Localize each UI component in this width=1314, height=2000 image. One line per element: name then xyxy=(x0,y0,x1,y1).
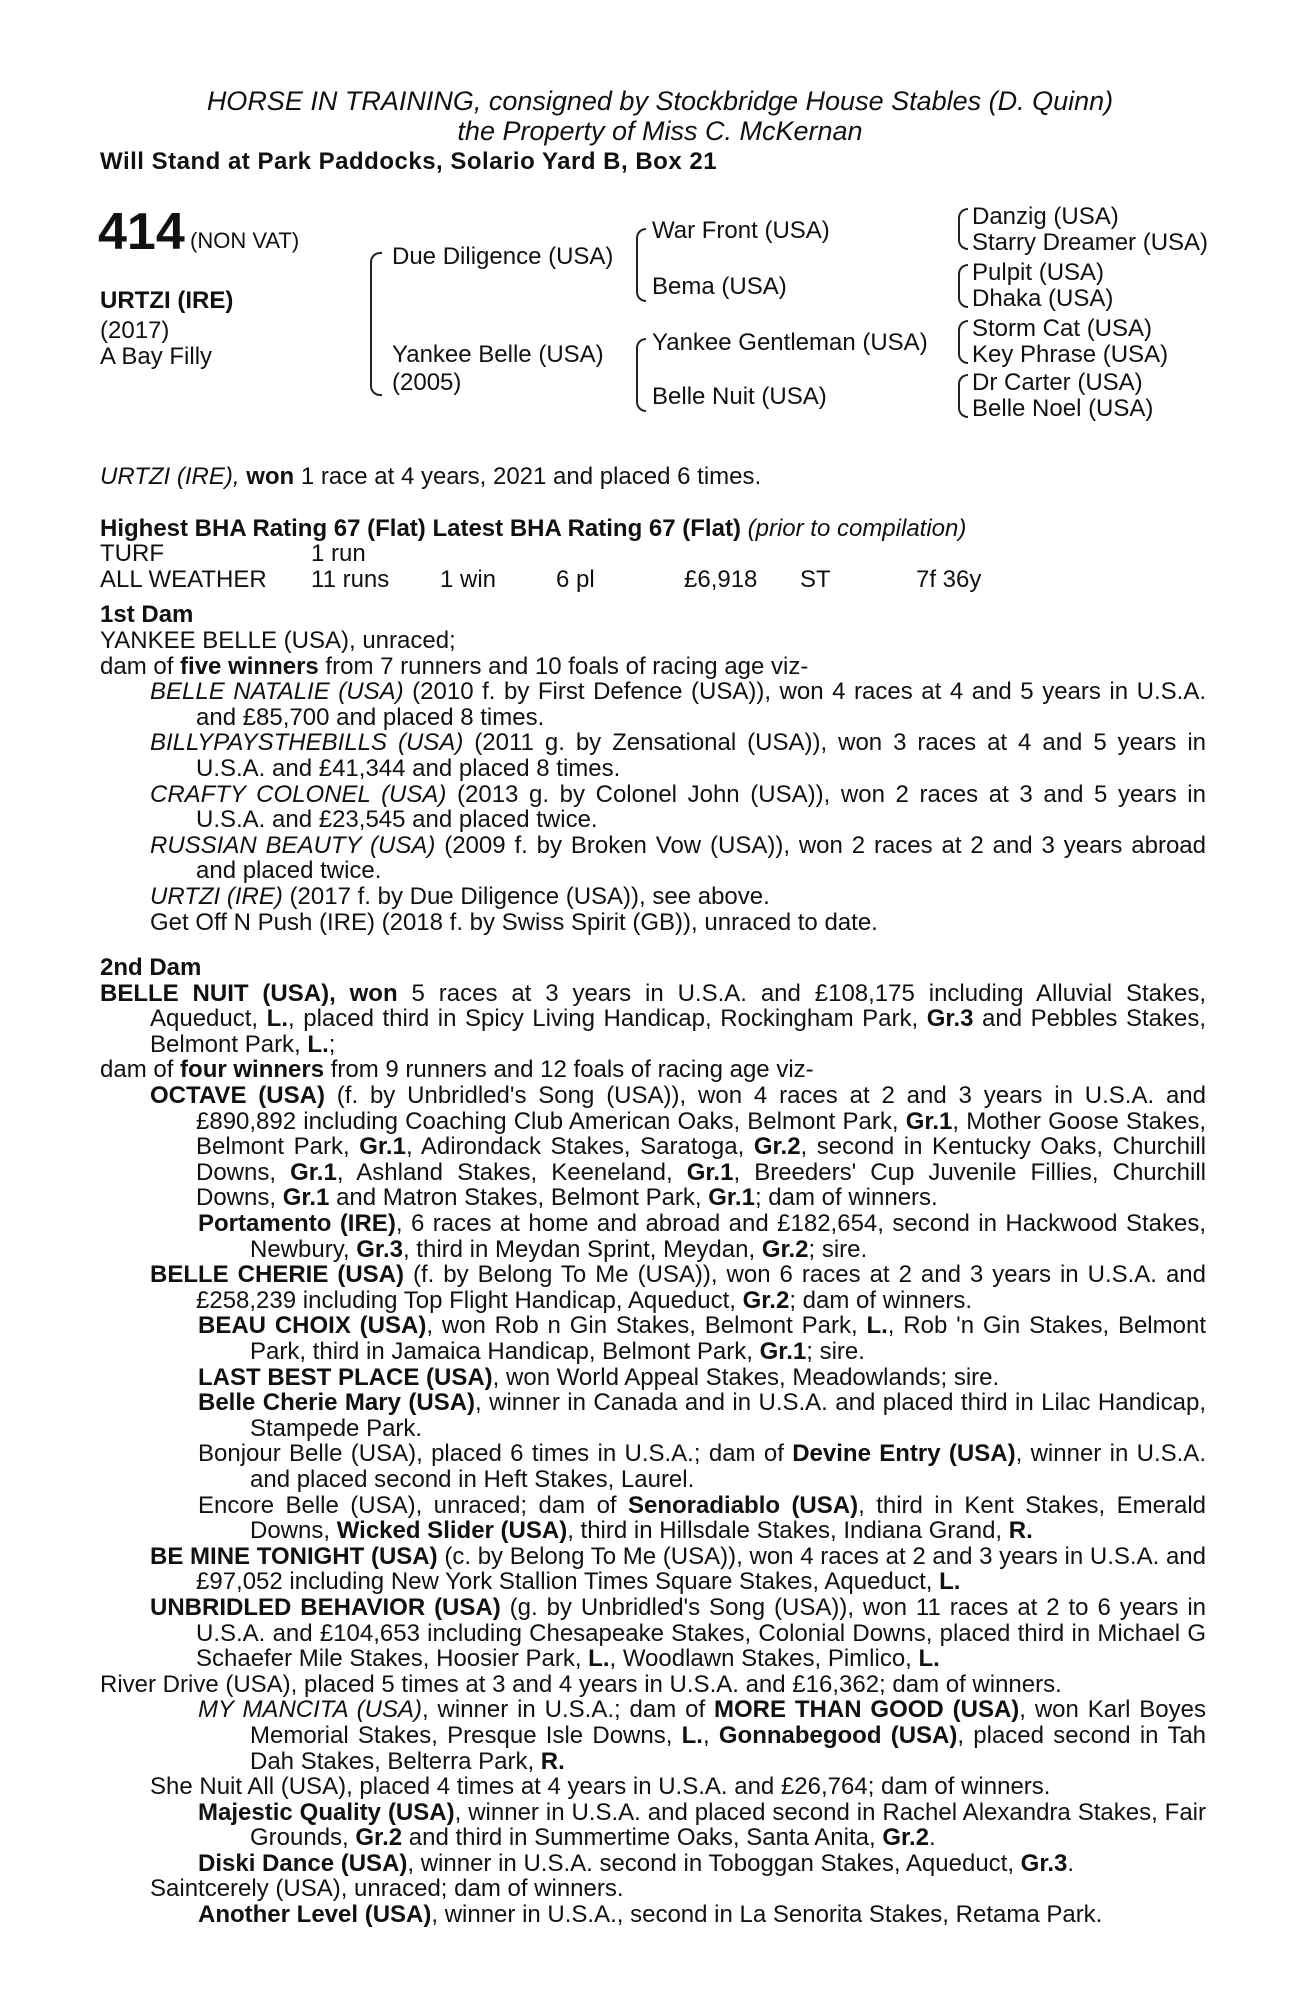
grandproduce-entry: Portamento (IRE), 6 races at home and abroad and £182,654, second in Hackwood Stakes, Newbury, Gr.3, third in Meydan Sprint, Meydan, Gr.2; sire. xyxy=(198,1210,1206,1263)
produce-entry: BE MINE TONIGHT (USA) (c. by Belong To Me (USA)), won 4 races at 2 and 3 years in U.S.A. and £97,052 including New York Stallion Times Square Stakes, Aqueduct, L. xyxy=(150,1542,1206,1596)
sd-sire: Pulpit (USA) xyxy=(972,259,1105,286)
pedigree-brace-ss xyxy=(958,208,968,250)
produce-entry: RUSSIAN BEAUTY (USA) (2009 f. by Broken Vow (USA)), won 2 races at 2 and 3 years abroad and placed twice. xyxy=(150,831,1206,885)
produce-entry: She Nuit All (USA), placed 4 times at 4 years in U.S.A. and £26,764; dam of winners. xyxy=(150,1773,1051,1801)
vat-status: (NON VAT) xyxy=(190,228,300,253)
sire-sire: War Front (USA) xyxy=(652,217,830,244)
grandproduce-entry: Another Level (USA), winner in U.S.A., second in La Senorita Stakes, Retama Park. xyxy=(198,1901,1103,1929)
sire-dam: Bema (USA) xyxy=(652,273,787,300)
produce-entry: URTZI (IRE) (2017 f. by Due Diligence (USA)), see above. xyxy=(150,882,770,910)
produce-entry: BELLE NATALIE (USA) (2010 f. by First Defence (USA)), won 4 races at 4 and 5 years in U.S.A. and £85,700 and placed 8 times. xyxy=(150,678,1207,731)
grandproduce-entry: Belle Cherie Mary (USA), winner in Canada and in U.S.A. and placed third in Lilac Handicap, Stampede Park. xyxy=(198,1389,1206,1442)
second-dam-heading: 2nd Dam xyxy=(100,954,202,982)
grandproduce-entry: Encore Belle (USA), unraced; dam of Senoradiablo (USA), third in Kent Stakes, Emerald Downs, Wicked Slider (USA), third in Hillsdale Stakes, Indiana Grand, R. xyxy=(198,1491,1206,1545)
lot-number: 414 xyxy=(98,203,185,261)
dam: Yankee Belle (USA) xyxy=(392,341,604,368)
pedigree-brace-sd xyxy=(958,264,968,308)
sd-dam: Dhaka (USA) xyxy=(972,285,1114,312)
horse-description: A Bay Filly xyxy=(100,343,213,370)
produce-entry: OCTAVE (USA) (f. by Unbridled's Song (USA)), won 4 races at 2 and 3 years in U.S.A. and £890,892 including Coaching Club American Oaks, Belmont Park, Gr.1, Mother Goose Stakes, Belmont Park, Gr.1, Adirondack Stakes, Saratoga, Gr.2, second in Kentucky Oaks, Churchill Downs, Gr.1, Ashland Stakes, Keeneland, Gr.1, Breeders' Cup Juvenile Fillies, Churchill Downs, Gr.1 and Matron Stakes, Belmont Park, Gr.1; dam of winners. xyxy=(150,1082,1206,1212)
sire: Due Diligence (USA) xyxy=(392,243,614,270)
race-summary: URTZI (IRE), won 1 race at 4 years, 2021 and placed 6 times. xyxy=(100,463,762,490)
produce-entry: BILLYPAYSTHEBILLS (USA) (2011 g. by Zensational (USA)), won 3 races at 4 and 5 years in U.S.A. and £41,344 and placed 8 times. xyxy=(150,729,1206,782)
grandproduce-entry: BEAU CHOIX (USA), won Rob n Gin Stakes, Belmont Park, L., Rob 'n Gin Stakes, Belmont Park, third in Jamaica Handicap, Belmont Park, Gr.1; sire. xyxy=(198,1312,1206,1365)
pedigree-brace-sire xyxy=(636,228,646,302)
grandproduce-entry: Bonjour Belle (USA), placed 6 times in U.S.A.; dam of Devine Entry (USA), winner in U.S.A. and placed second in Heft Stakes, Laurel. xyxy=(198,1440,1206,1493)
ds-sire: Storm Cat (USA) xyxy=(972,315,1153,342)
foaling-year: (2017) xyxy=(100,317,170,344)
second-dam-produce: dam of four winners from 9 runners and 12 foals of racing age viz- xyxy=(100,1056,814,1084)
ss-sire: Danzig (USA) xyxy=(972,203,1119,230)
produce-entry: Saintcerely (USA), unraced; dam of winners. xyxy=(150,1875,624,1903)
pedigree-brace-main xyxy=(370,252,382,396)
pedigree-brace-dd xyxy=(958,374,968,418)
produce-entry: UNBRIDLED BEHAVIOR (USA) (g. by Unbridled's Song (USA)), won 11 races at 2 to 6 years in U.S.A. and £104,653 including Chesapeake Stakes, Colonial Downs, placed third in Michael G Schaefer Mile Stakes, Hoosier Park, L., Woodlawn Stakes, Pimlico, L. xyxy=(150,1593,1206,1673)
dd-sire: Dr Carter (USA) xyxy=(972,369,1143,396)
produce-entry: River Drive (USA), placed 5 times at 3 and 4 years in U.S.A. and £16,362; dam of winners. xyxy=(100,1670,1062,1698)
consignment-line: HORSE IN TRAINING, consigned by Stockbridge House Stables (D. Quinn) xyxy=(206,86,1114,116)
dam-year: (2005) xyxy=(392,369,462,396)
produce-entry: BELLE CHERIE (USA) (f. by Belong To Me (USA)), won 6 races at 2 and 3 years in U.S.A. and £258,239 including Top Flight Handicap, Aqueduct, Gr.2; dam of winners. xyxy=(150,1261,1206,1314)
second-dam-record: BELLE NUIT (USA), won 5 races at 3 years in U.S.A. and £108,175 including Alluvial Stakes, Aqueduct, L., placed third in Spicy Living Handicap, Rockingham Park, Gr.3 and Pebbles Stakes, Belmont Park, L.; xyxy=(100,979,1206,1058)
dd-dam: Belle Noel (USA) xyxy=(972,395,1154,422)
grandproduce-entry: Diski Dance (USA), winner in U.S.A. second in Toboggan Stakes, Aqueduct, Gr.3. xyxy=(198,1849,1075,1877)
grandproduce-entry: MY MANCITA (USA), winner in U.S.A.; dam of MORE THAN GOOD (USA), won Karl Boyes Memorial Stakes, Presque Isle Downs, L., Gonnabegood (USA), placed second in Tah Dah Stakes, Belterra Park, R. xyxy=(198,1696,1207,1775)
ss-dam: Starry Dreamer (USA) xyxy=(972,229,1209,256)
horse-name: URTZI (IRE) xyxy=(100,287,234,314)
pedigree-brace-dam xyxy=(636,338,646,412)
pedigree-brace-ds xyxy=(958,320,968,364)
grandproduce-entry: Majestic Quality (USA), winner in U.S.A. and placed second in Rachel Alexandra Stakes, Fair Grounds, Gr.2 and third in Summertime Oaks, Santa Anita, Gr.2. xyxy=(198,1798,1207,1852)
dam-sire: Yankee Gentleman (USA) xyxy=(652,329,928,356)
first-dam-line: YANKEE BELLE (USA), unraced; xyxy=(100,626,456,654)
catalogue-body xyxy=(100,464,1206,1928)
ds-dam: Key Phrase (USA) xyxy=(972,341,1169,368)
aw-stats: ALL WEATHER 11 runs 1 win 6 pl £6,918 ST 7f 36y xyxy=(100,565,982,593)
turf-stats: TURF 1 run xyxy=(100,540,366,568)
produce-entry: Get Off N Push (IRE) (2018 f. by Swiss Spirit (GB)), unraced to date. xyxy=(150,908,878,936)
first-dam-produce: dam of five winners from 7 runners and 10 foals of racing age viz- xyxy=(100,652,809,680)
first-dam-heading: 1st Dam xyxy=(100,601,194,629)
property-line: the Property of Miss C. McKernan xyxy=(457,116,863,146)
bha-rating: Highest BHA Rating 67 (Flat) Latest BHA Rating 67 (Flat) (prior to compilation) xyxy=(100,514,967,542)
stand-location: Will Stand at Park Paddocks, Solario Yard B, Box 21 xyxy=(100,148,718,175)
produce-entry: CRAFTY COLONEL (USA) (2013 g. by Colonel John (USA)), won 2 races at 3 and 5 years in U.S.A. and £23,545 and placed twice. xyxy=(150,780,1206,834)
dam-dam: Belle Nuit (USA) xyxy=(652,383,827,410)
grandproduce-entry: LAST BEST PLACE (USA), won World Appeal Stakes, Meadowlands; sire. xyxy=(198,1363,1000,1391)
